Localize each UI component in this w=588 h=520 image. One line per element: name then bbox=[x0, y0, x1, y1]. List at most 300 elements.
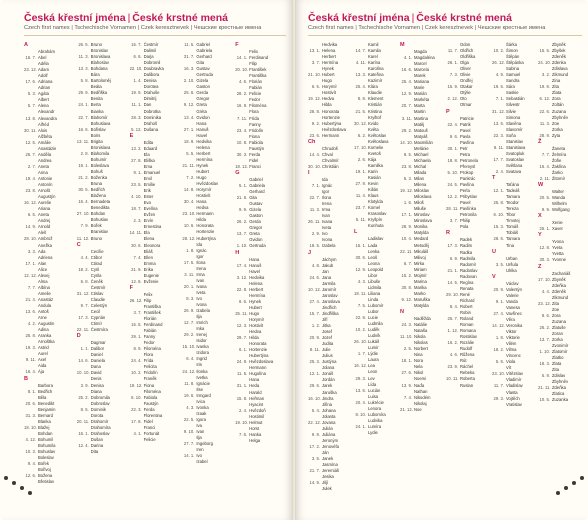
first-name: Vítězslav bbox=[506, 371, 523, 377]
name-day-date: 5. 4. bbox=[311, 407, 320, 413]
first-name: Drahoslav bbox=[90, 430, 110, 436]
first-name: Želmíra bbox=[552, 151, 567, 157]
name-day-date: 31. 12. bbox=[492, 108, 505, 114]
first-name: Markéta bbox=[414, 97, 430, 103]
first-name: Šimon bbox=[506, 48, 518, 54]
first-name: Eva bbox=[143, 200, 151, 206]
name-day-date: 20. 10. bbox=[235, 67, 248, 73]
first-name: Zoran bbox=[552, 330, 563, 336]
divider bbox=[24, 35, 286, 36]
first-name: Ivanka bbox=[196, 344, 209, 350]
name-day-date: 4. 3. bbox=[357, 278, 366, 284]
name-day-date: 27. 4. bbox=[493, 310, 504, 316]
name-day-date: 8. 8. bbox=[357, 96, 366, 102]
first-name: Františka bbox=[249, 73, 267, 79]
first-name: Dalibora bbox=[143, 72, 160, 78]
first-name: Florián bbox=[143, 316, 157, 322]
first-name: Vojtěch bbox=[506, 395, 520, 401]
letter-heading: T bbox=[492, 175, 496, 182]
first-name: Eliška bbox=[143, 157, 155, 163]
first-name: Květa bbox=[368, 126, 379, 132]
first-name: Zorka bbox=[552, 126, 563, 132]
first-name: Žofie bbox=[552, 157, 562, 163]
first-name: Kryštof bbox=[368, 114, 382, 120]
first-name: Jáchym bbox=[322, 256, 337, 262]
first-name: Bohdan bbox=[38, 430, 53, 436]
first-name: Roman bbox=[460, 322, 474, 328]
first-name: Ivica bbox=[196, 398, 206, 404]
first-name: Silvie bbox=[506, 108, 517, 114]
first-name: Vladislav bbox=[506, 383, 523, 389]
first-name: Eduard bbox=[143, 145, 158, 151]
letter-heading: B bbox=[24, 375, 28, 382]
title-czech: Česká křestní jména bbox=[308, 12, 410, 24]
first-name: Evženie bbox=[143, 278, 159, 284]
first-name: Zlata bbox=[552, 361, 562, 367]
name-day-date: 17. 7. bbox=[493, 156, 504, 162]
first-name: Dobroslav bbox=[90, 400, 110, 406]
name-day-date: 3. 11. bbox=[184, 271, 195, 277]
title-czech: Česká křestní jména bbox=[24, 12, 126, 24]
name-day-date: 24. 1. bbox=[355, 423, 366, 429]
first-name: Cecil bbox=[90, 309, 101, 315]
first-name: Ivan bbox=[196, 277, 205, 283]
name-day-date: 17. 3. bbox=[447, 243, 458, 249]
first-name: Hubertýna bbox=[322, 120, 342, 126]
first-name: Rostislav bbox=[460, 334, 477, 340]
first-name: Pavlína bbox=[460, 182, 474, 188]
first-name: Ludvík bbox=[368, 333, 381, 339]
name-day-date: 6. 1. bbox=[239, 347, 248, 353]
first-name: Johana bbox=[322, 407, 336, 413]
name-day-date: 3. 3. bbox=[27, 248, 36, 254]
first-name: Bořek bbox=[38, 461, 49, 467]
first-name: Zbyněk bbox=[552, 276, 566, 282]
first-name: Drahuše bbox=[143, 90, 160, 96]
first-name: Jeroným bbox=[322, 437, 339, 443]
first-name: Chval bbox=[322, 151, 333, 157]
first-name: Denis bbox=[90, 376, 102, 382]
name-day-date: 21. 11. bbox=[182, 162, 195, 168]
first-name: Florián bbox=[249, 79, 262, 85]
first-name: Kristián bbox=[368, 102, 382, 108]
first-name: Hedva bbox=[249, 329, 262, 335]
first-name: Gaston bbox=[249, 213, 263, 219]
name-day-date: 19. 1. bbox=[78, 162, 89, 168]
name-day-date: 12. 9. bbox=[401, 91, 412, 97]
first-name: Hortenzie bbox=[249, 347, 268, 353]
name-day-date: 9. 10. bbox=[183, 429, 195, 434]
first-name: Izabela bbox=[322, 243, 336, 249]
first-name: Leopold bbox=[368, 266, 383, 272]
first-name: Mikuláš bbox=[414, 248, 429, 254]
first-name: Hynek bbox=[196, 162, 209, 168]
first-name: Beáta bbox=[90, 84, 102, 90]
name-day-date: 30. 1. bbox=[447, 145, 458, 151]
name-day-date: 21. 4. bbox=[25, 296, 36, 302]
name-day-date: 26. 2. bbox=[539, 324, 550, 330]
name-day-date: 31. 1. bbox=[236, 383, 248, 389]
name-day-date: 27. 6. bbox=[401, 370, 412, 376]
name-day-date: 20. 9. bbox=[309, 335, 320, 341]
first-name: Ilona bbox=[322, 195, 332, 201]
name-column bbox=[235, 42, 286, 512]
first-name: Timotej bbox=[506, 218, 520, 224]
name-day-date: 20. 5. bbox=[539, 195, 550, 201]
name-day-date: 25. 2. bbox=[78, 394, 89, 400]
first-name: Evelína bbox=[143, 206, 158, 212]
first-name: Jonáš bbox=[322, 371, 334, 377]
first-name: Tibor bbox=[506, 212, 516, 218]
first-name: Jozef bbox=[322, 335, 333, 341]
first-name: Ambrož bbox=[38, 236, 53, 242]
first-name: Medard bbox=[414, 236, 429, 242]
name-day-date: 13. 4. bbox=[183, 114, 195, 120]
name-column bbox=[492, 42, 536, 512]
name-day-date: 23. 4. bbox=[236, 127, 248, 133]
first-name: Olga bbox=[460, 60, 469, 66]
first-name: Dalibor bbox=[90, 346, 105, 352]
first-name: Bohuslav bbox=[38, 449, 56, 455]
name-day-date: 21. 5. bbox=[355, 108, 366, 114]
name-day-date: 13. 3. bbox=[355, 72, 366, 78]
first-name: Blažena bbox=[90, 193, 106, 199]
first-name: Hugolína bbox=[249, 371, 266, 377]
first-name: Tamara bbox=[506, 194, 520, 200]
name-entry bbox=[538, 397, 582, 403]
first-name: Oldřich bbox=[460, 48, 474, 54]
name-day-date bbox=[24, 479, 38, 485]
name-day-date: 22. 3. bbox=[493, 132, 504, 138]
first-name: Odon bbox=[460, 42, 471, 47]
name-day-date: 10. 12. bbox=[308, 286, 321, 292]
first-name: Lucie bbox=[368, 315, 379, 321]
first-name: Leon bbox=[368, 369, 378, 375]
name-day-date: 20. 9. bbox=[493, 286, 504, 292]
first-name: Robin bbox=[460, 309, 471, 315]
first-name: Herbert bbox=[322, 54, 336, 60]
first-name: Cyril bbox=[90, 266, 100, 272]
first-name: Hubert bbox=[322, 72, 335, 78]
first-name: Zdeněk bbox=[552, 54, 566, 60]
name-day-date: 22. 6. bbox=[539, 108, 550, 114]
first-name: Vlasta bbox=[506, 389, 518, 395]
first-name: Perla bbox=[460, 188, 470, 194]
first-name: Antonín bbox=[38, 182, 53, 188]
first-name: Václav bbox=[506, 280, 519, 286]
first-name: Jan bbox=[322, 268, 329, 274]
first-name: Bronislava bbox=[90, 54, 111, 60]
name-day-date: 27. 4. bbox=[309, 298, 320, 304]
first-name: Ilonka bbox=[196, 368, 208, 374]
name-day-date: 21. 9. bbox=[131, 266, 142, 272]
name-day-date: 19. 3. bbox=[25, 345, 36, 351]
first-name: Maruška bbox=[414, 296, 431, 302]
name-day-date: 29. 2. bbox=[183, 332, 195, 338]
first-name: Hubert bbox=[196, 168, 209, 174]
first-name: Brigita bbox=[90, 138, 103, 144]
first-name: Emílie bbox=[143, 182, 156, 188]
name-day-date: 26. 5. bbox=[78, 42, 89, 47]
first-name: Radim bbox=[460, 243, 473, 249]
first-name: Alice bbox=[38, 266, 48, 272]
name-day-date: 15. 5. bbox=[539, 48, 550, 54]
first-name: Milena bbox=[414, 182, 427, 188]
name-day-date: 21. 2. bbox=[78, 175, 89, 181]
first-name: Felix bbox=[143, 291, 153, 297]
first-name: Adina bbox=[38, 327, 49, 333]
name-day-date: 26. 12. bbox=[129, 297, 143, 303]
first-name: Dušana bbox=[143, 126, 159, 132]
first-name: Leona bbox=[368, 260, 380, 266]
letter-heading: D bbox=[76, 333, 81, 340]
name-day-date: 12. 12. bbox=[24, 272, 37, 278]
name-day-date: 3. 7. bbox=[449, 218, 458, 224]
right-page bbox=[296, 0, 588, 520]
name-day-date: 7. 11. bbox=[237, 115, 248, 121]
first-name: Igor bbox=[322, 189, 330, 195]
first-name: Laura bbox=[368, 357, 379, 363]
name-day-date: 13. 8. bbox=[25, 115, 36, 121]
name-day-date: 14. 12. bbox=[492, 323, 505, 329]
first-name: Petronela bbox=[460, 157, 478, 163]
name-columns bbox=[308, 42, 582, 512]
first-name: Zdeněk bbox=[552, 288, 566, 294]
first-name: Gvidon bbox=[249, 237, 263, 243]
name-day-date: 10. 3. bbox=[25, 449, 36, 455]
first-name: Gizela bbox=[249, 207, 262, 213]
first-name: Ivo bbox=[196, 295, 202, 301]
name-day-date: 11. 12. bbox=[76, 235, 90, 241]
name-entry bbox=[446, 383, 490, 389]
first-name: Fridolín bbox=[143, 370, 158, 376]
first-name: Bruna bbox=[90, 181, 102, 187]
first-name: Jordán bbox=[322, 377, 335, 383]
first-name: Mojmír bbox=[414, 272, 427, 278]
first-name: Blahomír bbox=[90, 114, 108, 120]
first-name: Břetislav bbox=[38, 479, 55, 485]
first-name: Daniela bbox=[90, 358, 105, 364]
name-day-date: 19. 8. bbox=[539, 84, 550, 90]
name-day-date: 27. 1. bbox=[183, 126, 195, 132]
first-name: Felicita bbox=[143, 364, 157, 370]
name-day-date: 12. 2. bbox=[447, 194, 458, 200]
first-name: Justýna bbox=[322, 359, 337, 365]
first-name: Lydie bbox=[368, 429, 378, 435]
name-day-date: 6. 9. bbox=[449, 255, 458, 261]
name-day-date: 6. 6. bbox=[133, 54, 142, 60]
first-name: Bronislav bbox=[90, 48, 109, 54]
first-name: Svatoslav bbox=[506, 156, 525, 162]
first-name: Alena bbox=[38, 103, 49, 109]
first-name: Linda bbox=[368, 296, 379, 302]
first-name: Věra bbox=[506, 316, 515, 322]
first-name: Elena bbox=[143, 236, 155, 242]
first-name: Wanda bbox=[552, 195, 566, 201]
name-day-date: 4. 1. bbox=[403, 55, 412, 61]
first-name: Ladislav bbox=[368, 236, 384, 242]
first-name: Valerie bbox=[506, 292, 519, 298]
first-name: Benjamin bbox=[38, 406, 56, 412]
name-day-date: 5. 9. bbox=[541, 373, 550, 379]
first-name: Pankrác bbox=[460, 175, 476, 181]
first-name: Jiřina bbox=[322, 401, 333, 407]
first-name: Hostivít bbox=[322, 90, 336, 96]
first-name: Gabriela bbox=[196, 48, 213, 54]
name-day-date: 2. 3. bbox=[133, 218, 142, 224]
first-name: Jasmína bbox=[322, 462, 338, 468]
first-name: Zbyněk bbox=[552, 42, 566, 47]
first-name: Michaela bbox=[414, 157, 431, 163]
first-name: Denisa bbox=[143, 78, 157, 84]
first-name: Kunhuta bbox=[368, 223, 384, 229]
first-name: Zyta bbox=[552, 132, 561, 138]
first-name: Hermína bbox=[322, 60, 339, 66]
first-name: Bedřich bbox=[90, 187, 105, 193]
name-day-date: 4. 2. bbox=[27, 321, 36, 327]
first-name: Kamil bbox=[368, 42, 379, 47]
first-name: Havel bbox=[249, 268, 260, 274]
name-day-date: 12. 6. bbox=[25, 473, 36, 479]
first-name: Veronika bbox=[506, 323, 523, 329]
first-name: Bořislav bbox=[90, 126, 106, 132]
first-name: Slavomír bbox=[506, 126, 523, 132]
letter-heading: M bbox=[400, 42, 405, 48]
first-name: Chrudoš bbox=[322, 145, 338, 151]
name-day-date: 17. 6. bbox=[25, 79, 36, 85]
first-name: Ivona bbox=[196, 302, 207, 308]
name-day-date: 13. 1. bbox=[309, 48, 320, 54]
name-column bbox=[130, 42, 181, 512]
name-day-date: 9. 12. bbox=[183, 102, 195, 108]
name-day-date: 25. 4. bbox=[401, 79, 412, 85]
name-day-date: 10. 2. bbox=[493, 48, 504, 54]
name-day-date: 5. 6. bbox=[495, 359, 504, 365]
name-day-date: 15. 1. bbox=[355, 242, 366, 248]
first-name: Svatopluk bbox=[506, 150, 525, 156]
first-name: Miriam bbox=[414, 266, 427, 272]
name-day-date: 26. 12. bbox=[492, 60, 505, 66]
first-name: Julius bbox=[322, 353, 333, 359]
name-day-date: 19. 12. bbox=[129, 382, 143, 388]
name-day-date: 30. 6. bbox=[355, 254, 366, 260]
first-name: René bbox=[460, 291, 471, 297]
first-name: Helena bbox=[249, 280, 263, 286]
first-name: Zdeňka bbox=[552, 282, 566, 288]
first-name: Zuzana bbox=[552, 318, 566, 324]
first-name: Kornelie bbox=[368, 144, 384, 150]
first-name: Igora bbox=[196, 416, 206, 422]
name-day-date: 23. 10. bbox=[182, 211, 196, 217]
name-day-date: 19. 12. bbox=[308, 96, 321, 102]
name-day-date: 10. 11. bbox=[446, 376, 459, 382]
name-day-date: 25. 3. bbox=[309, 359, 320, 365]
first-name: Klaudie bbox=[368, 90, 382, 96]
first-name: Hortenzie bbox=[196, 229, 215, 235]
first-name: Horymír bbox=[322, 84, 337, 90]
first-name: Cecílie bbox=[90, 248, 104, 254]
first-name: Fabiola bbox=[249, 139, 263, 145]
name-day-date: 17. 3. bbox=[78, 315, 89, 321]
first-name: Alexej bbox=[38, 272, 50, 278]
first-name: Jakub bbox=[322, 262, 334, 268]
first-name: Irena bbox=[196, 265, 206, 271]
first-name: Fedor bbox=[249, 97, 261, 103]
first-name: Herbert bbox=[196, 150, 211, 156]
first-name: Boleslava bbox=[90, 162, 109, 168]
first-name: Hugo bbox=[196, 175, 207, 181]
first-name: Roland bbox=[460, 316, 474, 322]
name-columns bbox=[24, 42, 286, 512]
first-name: Marcela bbox=[414, 67, 429, 73]
name-day-date: 8. 6. bbox=[541, 312, 550, 318]
first-name: Marko bbox=[414, 290, 426, 296]
name-day-date: 1. 8. bbox=[495, 335, 504, 341]
name-day-date: 8. 10. bbox=[355, 411, 366, 417]
first-name: Miroslava bbox=[414, 218, 432, 224]
name-day-date: 2. 4. bbox=[239, 407, 248, 413]
first-name: Lubomír bbox=[368, 302, 384, 308]
name-day-date: 18. 12. bbox=[235, 163, 248, 169]
first-name: Pribyslav bbox=[460, 194, 477, 200]
first-name: Zlatuše bbox=[552, 324, 566, 330]
name-day-date: 2. 10. bbox=[183, 78, 195, 84]
first-name: Hostivít bbox=[196, 193, 211, 199]
first-name: Adolf bbox=[38, 73, 48, 79]
first-name: Ruslan bbox=[460, 382, 474, 388]
first-name: Inka bbox=[196, 326, 205, 332]
first-name: Ludmila bbox=[368, 321, 383, 327]
first-name: Emanuel bbox=[143, 169, 161, 175]
first-name: Filip bbox=[249, 61, 257, 67]
first-name: Stanislava bbox=[506, 144, 526, 150]
name-day-date: 30. 12. bbox=[354, 120, 367, 126]
first-name: Lumír bbox=[368, 345, 379, 351]
first-name: Andrej bbox=[38, 218, 51, 224]
first-name: Irena bbox=[322, 201, 332, 207]
name-day-date bbox=[77, 449, 91, 455]
first-name: Zina bbox=[552, 78, 561, 84]
name-day-date: 23. 8. bbox=[401, 163, 412, 169]
first-name: Ellen bbox=[143, 254, 153, 260]
letter-heading: A bbox=[24, 42, 28, 48]
first-name: Zoe bbox=[552, 306, 560, 312]
first-name: Zora bbox=[552, 312, 561, 318]
first-name: Josef bbox=[322, 329, 333, 335]
first-name: Bernard bbox=[38, 412, 53, 418]
first-name: Felicie bbox=[143, 436, 156, 442]
first-name: Emil bbox=[143, 175, 152, 181]
first-name: Ctislav bbox=[90, 290, 104, 296]
first-name: Aleš bbox=[38, 230, 47, 236]
first-name: Jaroslava bbox=[322, 298, 340, 304]
name-day-date: 22. 5. bbox=[183, 416, 195, 422]
name-day-date: 9. 6. bbox=[449, 133, 458, 139]
first-name: Helmut bbox=[249, 419, 263, 425]
name-day-date: 11. 7. bbox=[493, 383, 504, 389]
name-day-date: 4. 6. bbox=[449, 352, 458, 358]
first-name: Hermann bbox=[196, 211, 214, 217]
first-name: Blanka bbox=[38, 418, 51, 424]
name-day-date: 12. 8. bbox=[539, 245, 550, 251]
name-day-date: 16. 6. bbox=[401, 67, 412, 73]
first-name: Blažej bbox=[38, 424, 50, 430]
name-day-date: 5. 3. bbox=[403, 175, 412, 181]
first-name: Lubomíra bbox=[368, 411, 386, 417]
first-name: Ignác bbox=[322, 182, 333, 188]
first-name: Hubert bbox=[249, 304, 262, 310]
name-column bbox=[354, 42, 398, 512]
